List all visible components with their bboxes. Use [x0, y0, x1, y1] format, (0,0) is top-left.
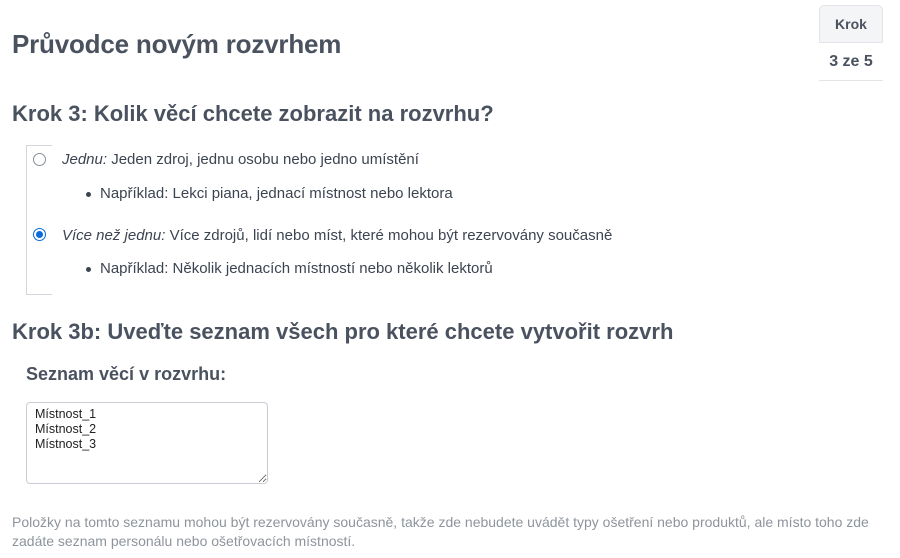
option-two-example: Například: Několik jednacích místností nebo několik lektorů — [100, 260, 493, 277]
help-text: Položky na tomto seznamu mohou být rezervovány současně, takže zde nebudete uvádět typy ošetření nebo produktů, ale místo toho zde zadáte seznam personálu nebo ošetřovacích místností. — [12, 514, 869, 549]
step3-heading: Krok 3: Kolik věcí chcete zobrazit na rozvrhu? — [12, 101, 494, 126]
bullet — [86, 267, 91, 272]
option-two-title: Více než jednu: — [62, 227, 166, 244]
radio-one[interactable] — [33, 153, 46, 166]
bullet — [86, 192, 91, 197]
option-one-title: Jednu: — [62, 151, 108, 168]
schedule-items-textarea[interactable] — [26, 402, 268, 484]
options-group — [26, 145, 52, 295]
step-indicator — [819, 5, 883, 81]
option-two-label[interactable] — [62, 227, 612, 244]
option-one-example: Například: Lekci piana, jednací místnost nebo lektora — [100, 185, 453, 202]
option-one-label[interactable] — [62, 151, 419, 168]
list-label: Seznam věcí v rozvrhu: — [26, 364, 227, 384]
option-two-description: Více zdrojů, lidí nebo míst, které mohou být rezervovány současně — [165, 227, 613, 244]
page-title: Průvodce novým rozvrhem — [12, 29, 342, 59]
option-one-description: Jeden zdroj, jednu osobu nebo jedno umístění — [107, 151, 419, 168]
radio-more-than-one[interactable] — [33, 228, 46, 241]
step-indicator-value: 3 ze 5 — [829, 52, 873, 70]
step-indicator-label: Krok — [819, 5, 883, 43]
step3b-heading: Krok 3b: Uveďte seznam všech pro které chcete vytvořit rozvrh — [12, 319, 674, 344]
